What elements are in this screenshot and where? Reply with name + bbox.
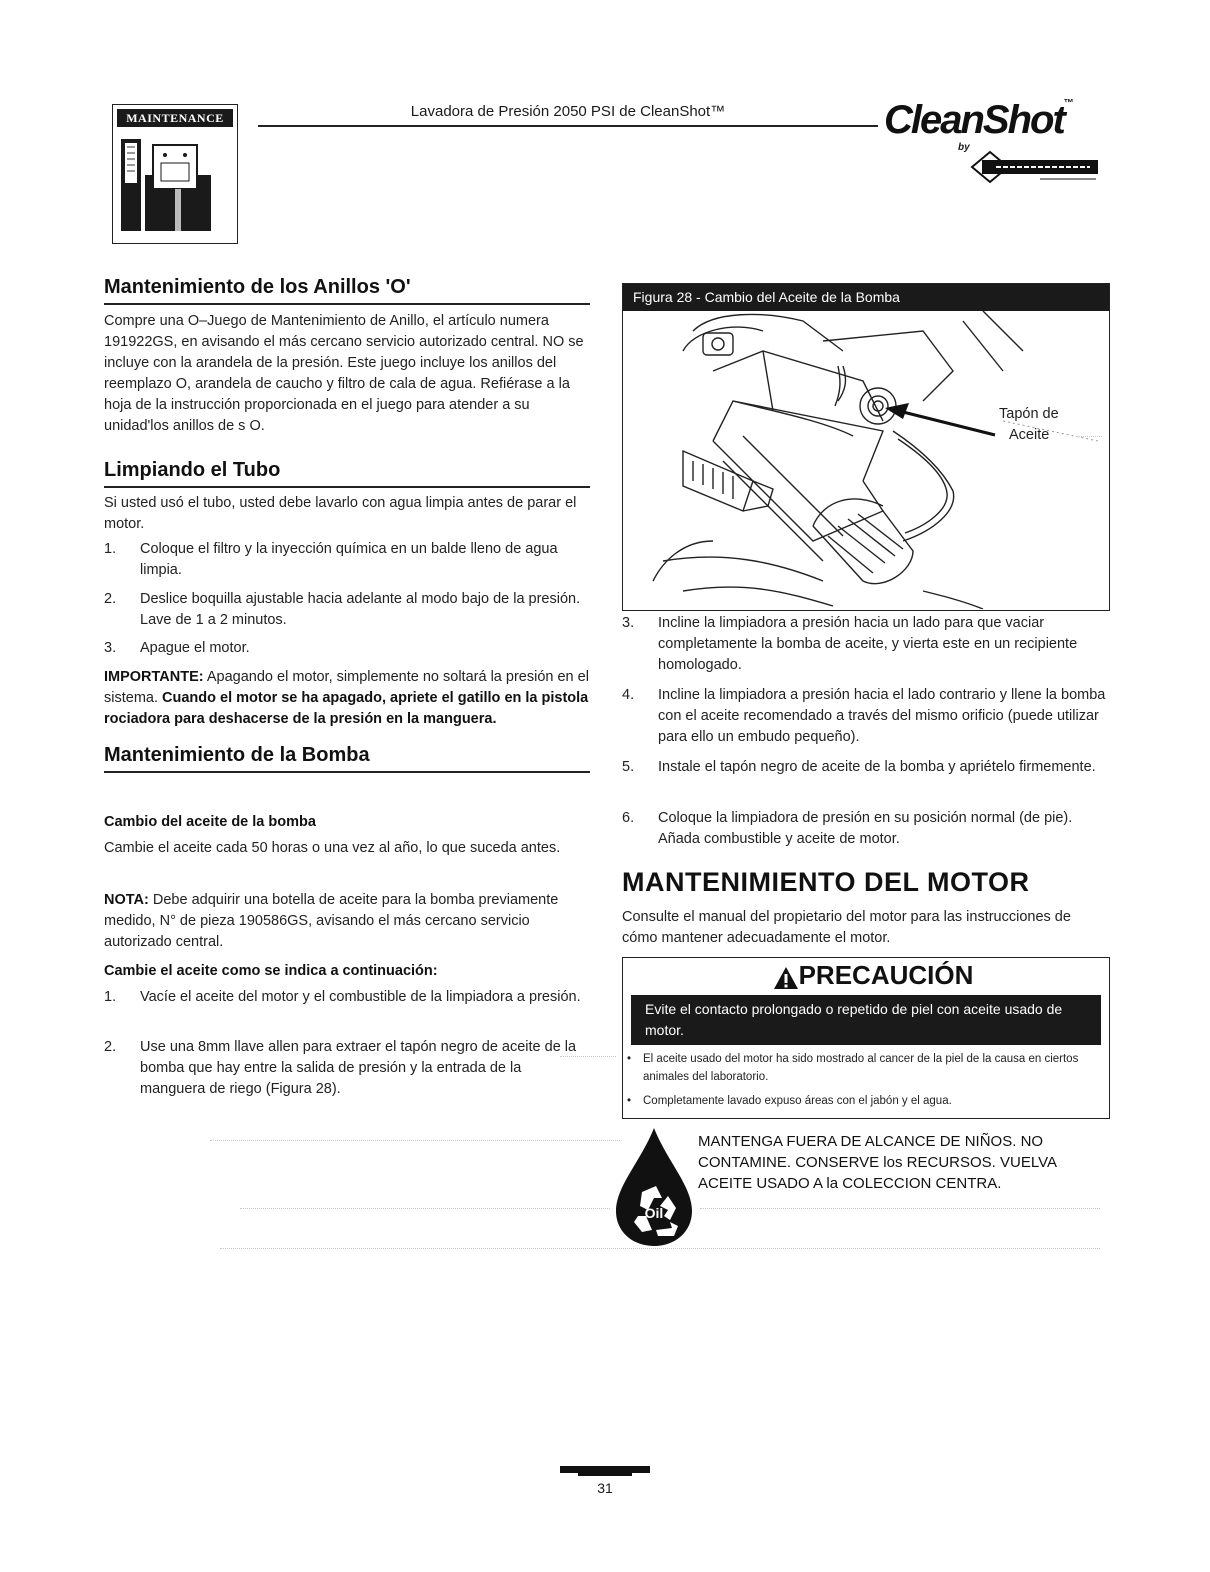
maintenance-icon [112,104,238,244]
figure-caption: Figura 28 - Cambio del Aceite de la Bomba [623,284,1109,311]
list-item: 3. Apague el motor. [104,640,250,656]
heading-rule [104,303,590,305]
scan-artifact [240,1208,610,1209]
briggs-stratton-logo [970,150,1100,184]
heading-o-rings: Mantenimiento de los Anillos 'O' [104,276,411,298]
scan-artifact [1076,436,1102,437]
oil-plug-label-line1: Tapón de [999,406,1059,422]
cleaning-tube-paragraph: Si usted usó el tubo, usted debe lavarlo con agua limpia antes de parar el motor. [104,495,577,532]
header-rule [258,125,878,127]
o-rings-paragraph: Compre una O–Juego de Mantenimiento de Anillo, el artículo numera 191922GS, en avisando el más cercano servicio autorizado central. NO se incluye con la arandela de la presión. Este juego incluye los anillos del reemplazo O, arandela de caucho y filtro de cala de agua. Refiérase a la hoja de la instrucción proporcionada en el juego para atender a su unidad'los anillos de s O. [104,313,584,434]
brand-by: by [958,142,970,153]
pump-illustration [623,311,1108,609]
caution-bullet: • El aceite usado del motor ha sido mostrado al cancer de la piel de la causa en ciertos animales del laboratorio. [623,1050,1101,1086]
page-number: 31 [597,1480,613,1496]
pump-oil-paragraph: Cambie el aceite cada 50 horas o una vez al año, lo que suceda antes. [104,840,561,856]
list-item: 5. Instale el tapón negro de aceite de la bomba y apriételo firmemente. [622,759,1096,775]
recycle-icon-label: Oil [644,1205,664,1221]
brand-logo [884,98,1074,143]
caution-bullet: • Completamente lavado expuso áreas con el jabón y el agua. [623,1092,1101,1110]
subheading-change-oil: Cambie el aceite como se indica a continuación: [104,963,438,979]
list-item: 1. Vacíe el aceite del motor y el combustible de la limpiadora a presión. [104,989,581,1005]
caution-title: PRECAUCIÓN [798,960,974,990]
footer-bar [560,1466,650,1473]
heading-rule [104,771,590,773]
list-item: 4. Incline la limpiadora a presión hacia el lado contrario y llene la bomba con el aceite recomendado a través del mismo orificio (puede utilizar para ello un embudo pequeño). [622,687,1106,745]
recycle-notice: MANTENGA FUERA DE ALCANCE DE NIÑOS. NO CONTAMINE. CONSERVE los RECURSOS. VUELVA ACEITE USADO A la COLECCION CENTRA. [698,1133,1057,1192]
list-item: 2. Deslice boquilla ajustable hacia adelante al modo bajo de la presión. Lave de 1 a 2 minutos. [104,591,581,628]
scan-artifact [700,1208,1100,1209]
header-title: Lavadora de Presión 2050 PSI de CleanShot™ [410,103,726,120]
footer-bar [578,1473,632,1476]
oil-drop-recycle-icon [612,1126,696,1248]
heading-cleaning-tube: Limpiando el Tubo [104,459,281,481]
motor-paragraph: Consulte el manual del propietario del motor para las instrucciones de cómo mantener adecuadamente el motor. [622,909,1071,946]
scan-artifact [210,1140,620,1141]
caution-bullets [623,1050,1101,1116]
brand-tm: ™ [1063,98,1074,109]
brand-name: CleanShot [884,98,1064,142]
heading-rule [104,486,590,488]
list-item: 2. Use una 8mm llave allen para extraer el tapón negro de aceite de la bomba que hay entre la salida de presión y la entrada de la manguera de riego (Figura 28). [104,1039,577,1097]
subheading-pump-oil-change: Cambio del aceite de la bomba [104,814,316,830]
important-note: IMPORTANTE: Apagando el motor, simplemente no soltará la presión en el sistema. Cuando el motor se ha apagado, apriete el gatillo en la pistola rociadora para deshacerse de la presión en la manguera. [104,669,589,727]
list-item: 3. Incline la limpiadora a presión hacia un lado para que vaciar completamente la bomba de aceite, y vierta este en un recipiente homologado. [622,615,1078,673]
heading-motor-maintenance: MANTENIMIENTO DEL MOTOR [622,867,1030,897]
heading-pump-maintenance: Mantenimiento de la Bomba [104,744,370,766]
figure-28 [622,283,1110,611]
list-item: 1. Coloque el filtro y la inyección química en un balde lleno de agua limpia. [104,541,558,578]
caution-warning-bar: Evite el contacto prolongado o repetido de piel con aceite usado de motor. [631,995,1101,1045]
scan-artifact [560,1056,616,1057]
caution-box [622,957,1110,1119]
maintenance-label: MAINTENANCE [117,109,233,127]
oil-plug-label-line2: Aceite [1009,427,1050,443]
list-item: 6. Coloque la limpiadora de presión en su posición normal (de pie). Añada combustible y aceite de motor. [622,810,1073,847]
scan-artifact [220,1248,1100,1249]
toolbox-illustration [113,129,235,241]
nota-paragraph: NOTA: Debe adquirir una botella de aceite para la bomba previamente medido, N° de pieza 190586GS, avisando el más cercano servicio autorizado central. [104,892,559,950]
